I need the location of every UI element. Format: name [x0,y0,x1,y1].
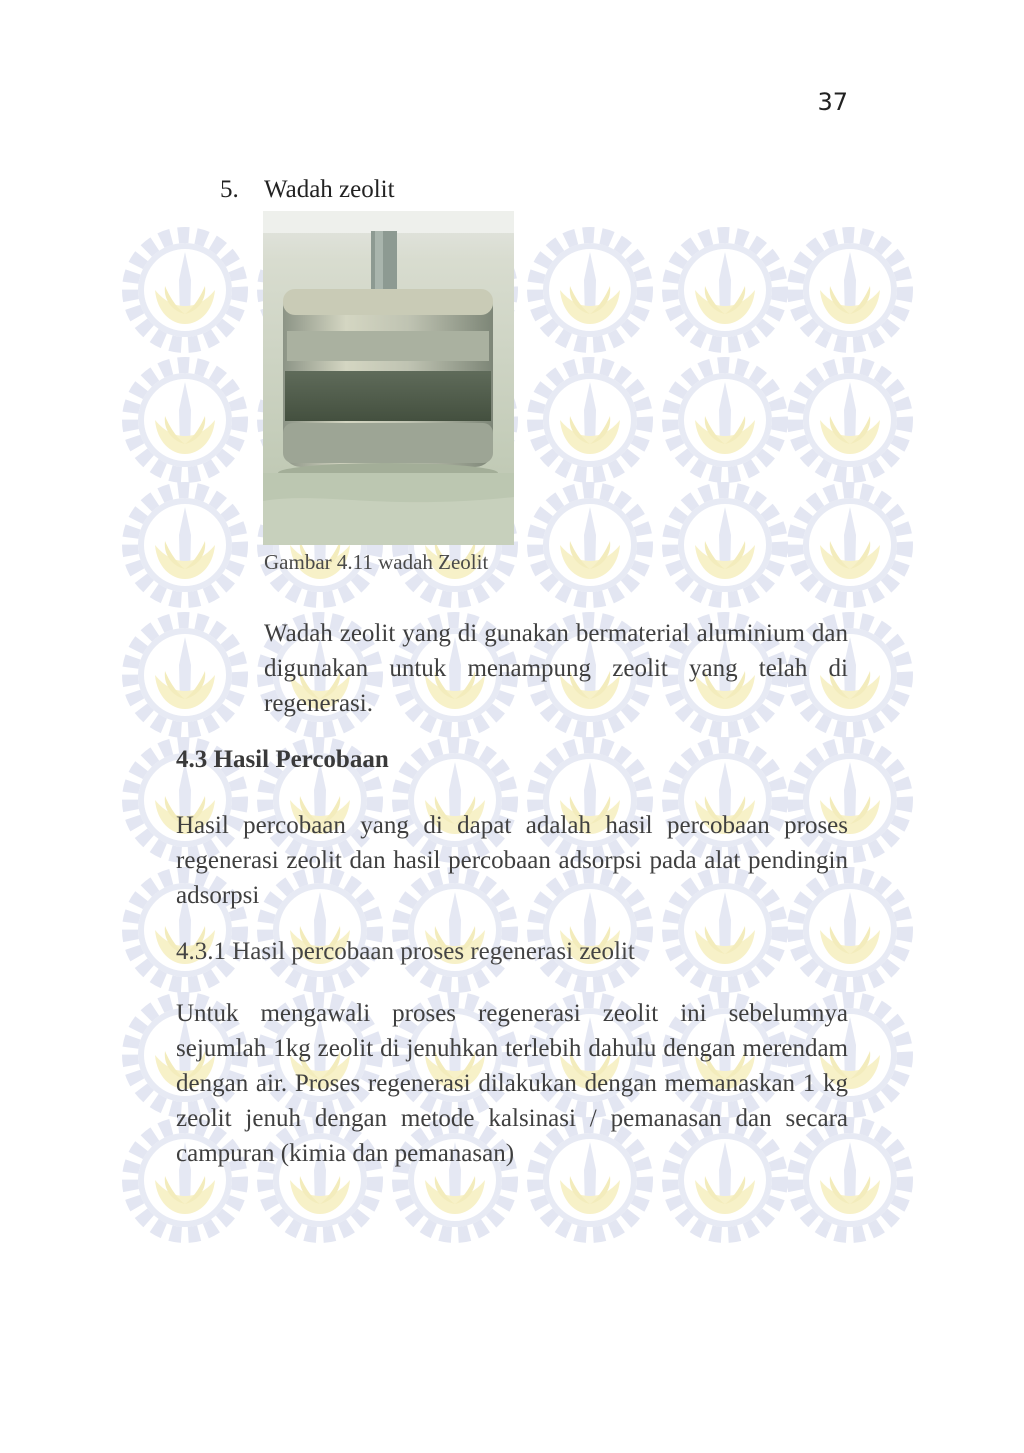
section-intro-paragraph: Hasil percobaan yang di dapat adalah hasil percobaan proses regenerasi zeolit dan hasil percobaan adsorpsi pada alat pendingin adsorpsi [176,812,848,909]
section-heading: 4.3 Hasil Percobaan [176,746,389,773]
item-heading [220,176,395,204]
page-number: 37 [817,88,848,116]
figure-caption: Gambar 4.11 wadah Zeolit [264,550,489,574]
item-title: Wadah zeolit [264,176,395,203]
item-number: 5. [220,176,239,203]
zeolite-container-photo [263,211,514,545]
subsection-body-paragraph: Untuk mengawali proses regenerasi zeolit ini sebelumnya sejumlah 1kg zeolit di jenuhkan terlebih dahulu dengan merendam dengan air. Proses regenerasi dilakukan dengan memanaskan 1 kg zeolit jenuh dengan metode kalsinasi / pemanasan dan secara campuran (kimia dan pemanasan) [176,1000,848,1167]
description-paragraph: Wadah zeolit yang di gunakan bermaterial aluminium dan digunakan untuk menampung zeolit yang telah di regenerasi. [264,620,848,717]
subsection-heading: 4.3.1 Hasil percobaan proses regenerasi zeolit [176,938,635,965]
